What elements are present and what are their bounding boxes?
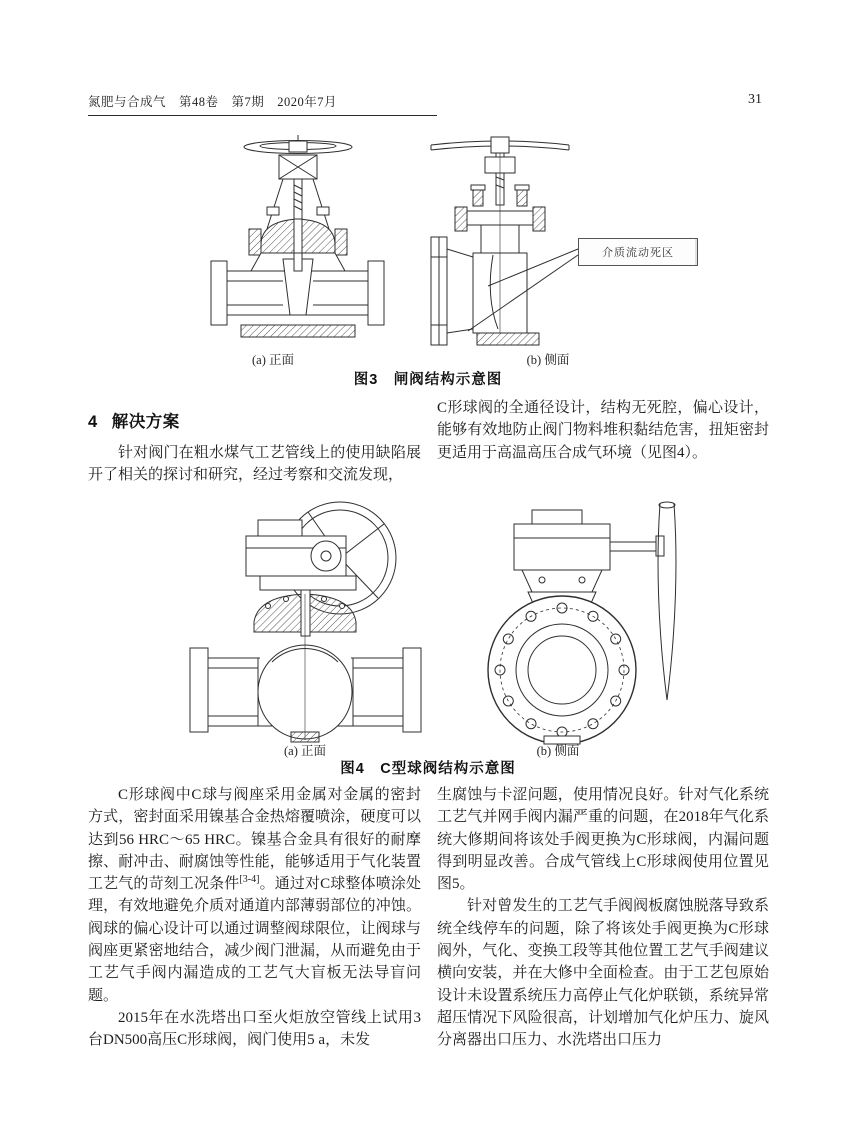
- figure3-caption: 图3 闸阀结构示意图: [353, 372, 503, 388]
- left-column-lower: [88, 784, 421, 1052]
- figure3-label-a: (a) 正面: [252, 353, 294, 367]
- ball-valve-side-drawing: [470, 500, 690, 745]
- right-column-upper: [437, 397, 769, 464]
- figure4-label-a: (a) 正面: [284, 744, 326, 758]
- dead-zone-annotation: 介质流动死区: [578, 238, 698, 266]
- gate-valve-front-drawing: [205, 133, 390, 351]
- figure4: [88, 498, 768, 778]
- section4-title: 解决方案: [111, 413, 180, 431]
- paragraph: 生腐蚀与卡涩问题，使用情况良好。针对气化系统工艺气并网手阀内漏严重的问题，在2018年气化系统大修期间将该处手阀更换为C形球阀，内漏问题得到明显改善。合成气管线上C形球阀使用位置见图5。: [437, 787, 769, 893]
- section4-number: 4: [88, 413, 98, 431]
- gate-valve-side-drawing: [425, 133, 575, 351]
- figure4-label-b: (b) 侧面: [536, 744, 580, 758]
- paragraph: 针对阀门在粗水煤气工艺管线上的使用缺陷展开了相关的探讨和研究，经过考察和交流发现，: [88, 445, 421, 484]
- paragraph: C形球阀的全通径设计，结构无死腔，偏心设计，能够有效地防止阀门物料堆积黏结危害，扭矩密封更适用于高温高压合成气环境（见图4）。: [437, 400, 769, 461]
- figure3: [88, 128, 768, 390]
- right-column-lower: [437, 784, 769, 1052]
- page-number: 31: [748, 92, 762, 107]
- figure4-caption: 图4 C型球阀结构示意图: [340, 761, 516, 777]
- citation-reference: [3-4]: [239, 874, 260, 886]
- section4-heading: [88, 408, 180, 432]
- text-after-reference: 。通过对C球整体喷涂处理，有效地避免介质对通道内部薄弱部位的冲蚀。阀球的偏心设计可以通过调整阀球限位，让阀球与阀座更紧密地结合，减少阀门泄漏，从而避免由于工艺气手阀内漏造成的工艺气大盲板无法导盲问题。: [88, 876, 421, 1004]
- figure3-label-b: (b) 侧面: [526, 353, 570, 367]
- paragraph: [88, 784, 421, 1007]
- paragraph: 针对曾发生的工艺气手阀阀板腐蚀脱落导致系统全线停车的问题，除了将该处手阀更换为C形球阀外，气化、变换工段等其他位置工艺气手阀建议横向安装，并在大修中全面检查。由于工艺包原始设计未设置系统压力高停止气化炉联锁，系统异常超压情况下风险很高，计划增加气化炉压力、旋风分离器出口压力、水洗塔出口压力: [437, 898, 769, 1049]
- ball-valve-front-drawing: [188, 500, 423, 745]
- text-before-reference: C形球阀中C球与阀座采用金属对金属的密封方式，密封面采用镍基合金热熔覆喷涂，硬度可以达到56 HRC～65 HRC。镍基合金具有很好的耐摩擦、耐冲击、耐腐蚀等性能，能够适用于气化装置工艺气的苛刻工况条件: [88, 787, 421, 893]
- running-header: 氮肥与合成气 第48卷 第7期 2020年7月: [88, 92, 437, 116]
- left-column-upper: [88, 442, 421, 487]
- paragraph: 2015年在水洗塔出口至火炬放空管线上试用3台DN500高压C形球阀，阀门使用5 a，未发: [88, 1009, 421, 1049]
